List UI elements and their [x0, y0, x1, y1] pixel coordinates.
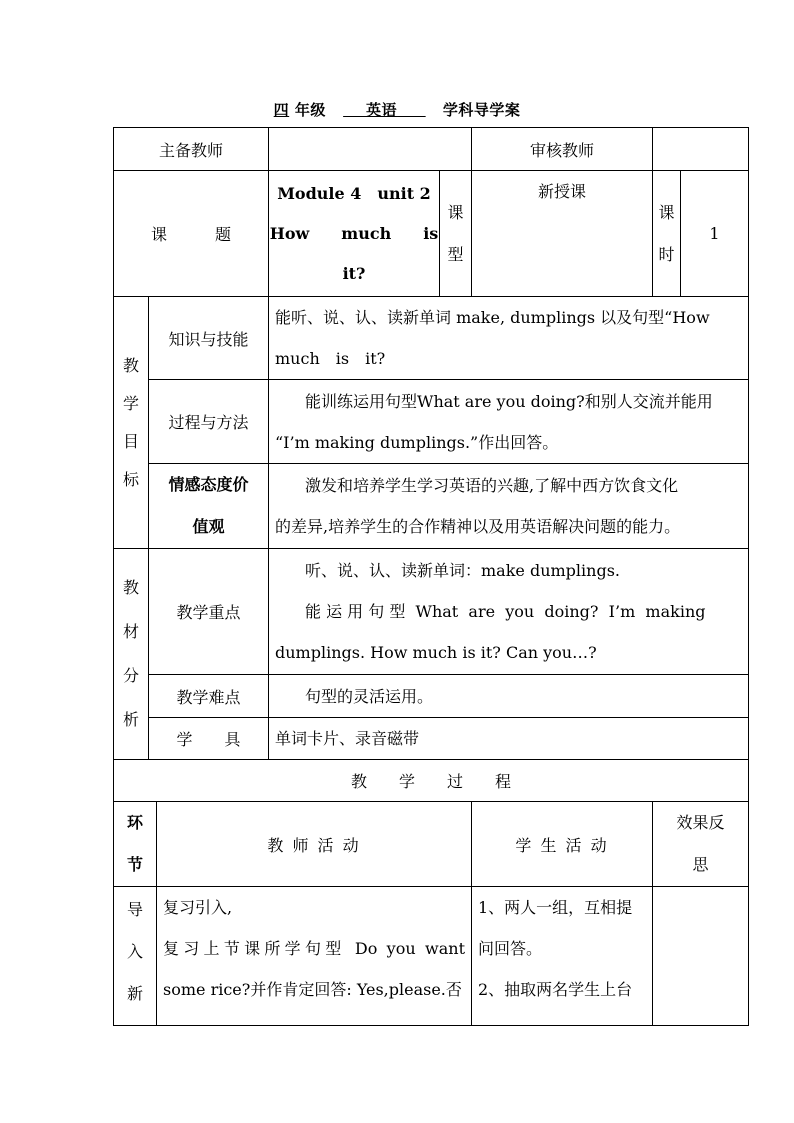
analysis-difficulty-row	[114, 675, 749, 718]
process-label: 过程与方法	[149, 380, 269, 464]
objective-knowledge-row	[114, 297, 749, 380]
key-label: 教学重点	[149, 549, 269, 675]
topic-line-3: it?	[342, 263, 366, 283]
topic-row	[114, 171, 749, 297]
page-title	[0, 99, 794, 120]
lead-teacher-label: 主备教师	[114, 128, 269, 171]
topic-line-1: Module 4 unit 2	[277, 183, 431, 203]
emotion-label: 情感态度价 值观	[149, 464, 269, 549]
header-row	[114, 128, 749, 171]
objective-emotion-row	[114, 464, 749, 549]
analysis-group-label: 教 材 分 析	[114, 549, 149, 760]
process-heading-row	[114, 760, 749, 802]
grade-value: 四	[273, 101, 290, 119]
objective-process-row	[114, 380, 749, 464]
hours-label: 课 时	[653, 171, 681, 297]
lead-teacher-value[interactable]	[269, 128, 472, 171]
col-feedback-header: 效果反 思	[653, 802, 749, 887]
reviewer-value[interactable]	[653, 128, 749, 171]
teacher-activity: 复习引入, 复习上节课所学句型 Do you want some rice?并作肯定回答: Yes,please.否	[157, 887, 472, 1026]
col-stage-header: 环 节	[114, 802, 157, 887]
difficulty-label: 教学难点	[149, 675, 269, 718]
hours-value: 1	[681, 171, 749, 297]
student-activity: 1、两人一组，互相提 问回答。 2、抽取两名学生上台	[472, 887, 653, 1026]
title-suffix: 学科导学案	[442, 101, 521, 119]
process-heading: 教 学 过 程	[114, 760, 749, 802]
difficulty-text: 句型的灵活运用。	[269, 675, 749, 718]
topic-line-2: How much is	[269, 223, 439, 243]
process-text: 能训练运用句型What are you doing?和别人交流并能用 “I’m making dumplings.”作出回答。	[269, 380, 749, 464]
key-text: 听、说、认、读新单词：make dumplings. 能 运 用 句 型 What are you doing? I’m making dumplings. How much is it? Can you…?	[269, 549, 749, 675]
analysis-tools-row	[114, 718, 749, 760]
emotion-text: 激发和培养学生学习英语的兴趣,了解中西方饮食文化 的差异,培养学生的合作精神以及用英语解决问题的能力。	[269, 464, 749, 549]
subject-value: 英语	[366, 101, 398, 119]
table-row	[114, 887, 749, 1026]
tools-label: 学 具	[149, 718, 269, 760]
topic-label: 课 题	[114, 171, 269, 297]
type-value: 新授课	[472, 171, 653, 297]
tools-text: 单词卡片、录音磁带	[269, 718, 749, 760]
col-student-header: 学 生 活 动	[472, 802, 653, 887]
lesson-plan-table	[113, 127, 749, 1026]
objectives-group-label: 教 学 目 标	[114, 297, 149, 549]
type-label: 课 型	[440, 171, 472, 297]
knowledge-label: 知识与技能	[149, 297, 269, 380]
knowledge-text: 能听、说、认、读新单词 make, dumplings 以及句型“How much is it?	[269, 297, 749, 380]
topic-value	[269, 171, 440, 297]
reviewer-label: 审核教师	[472, 128, 653, 171]
grade-suffix: 年级	[294, 101, 326, 119]
process-header-row	[114, 802, 749, 887]
analysis-key-row	[114, 549, 749, 675]
stage-label: 导 入 新	[114, 887, 157, 1026]
feedback-cell[interactable]	[653, 887, 749, 1026]
col-teacher-header: 教 师 活 动	[157, 802, 472, 887]
